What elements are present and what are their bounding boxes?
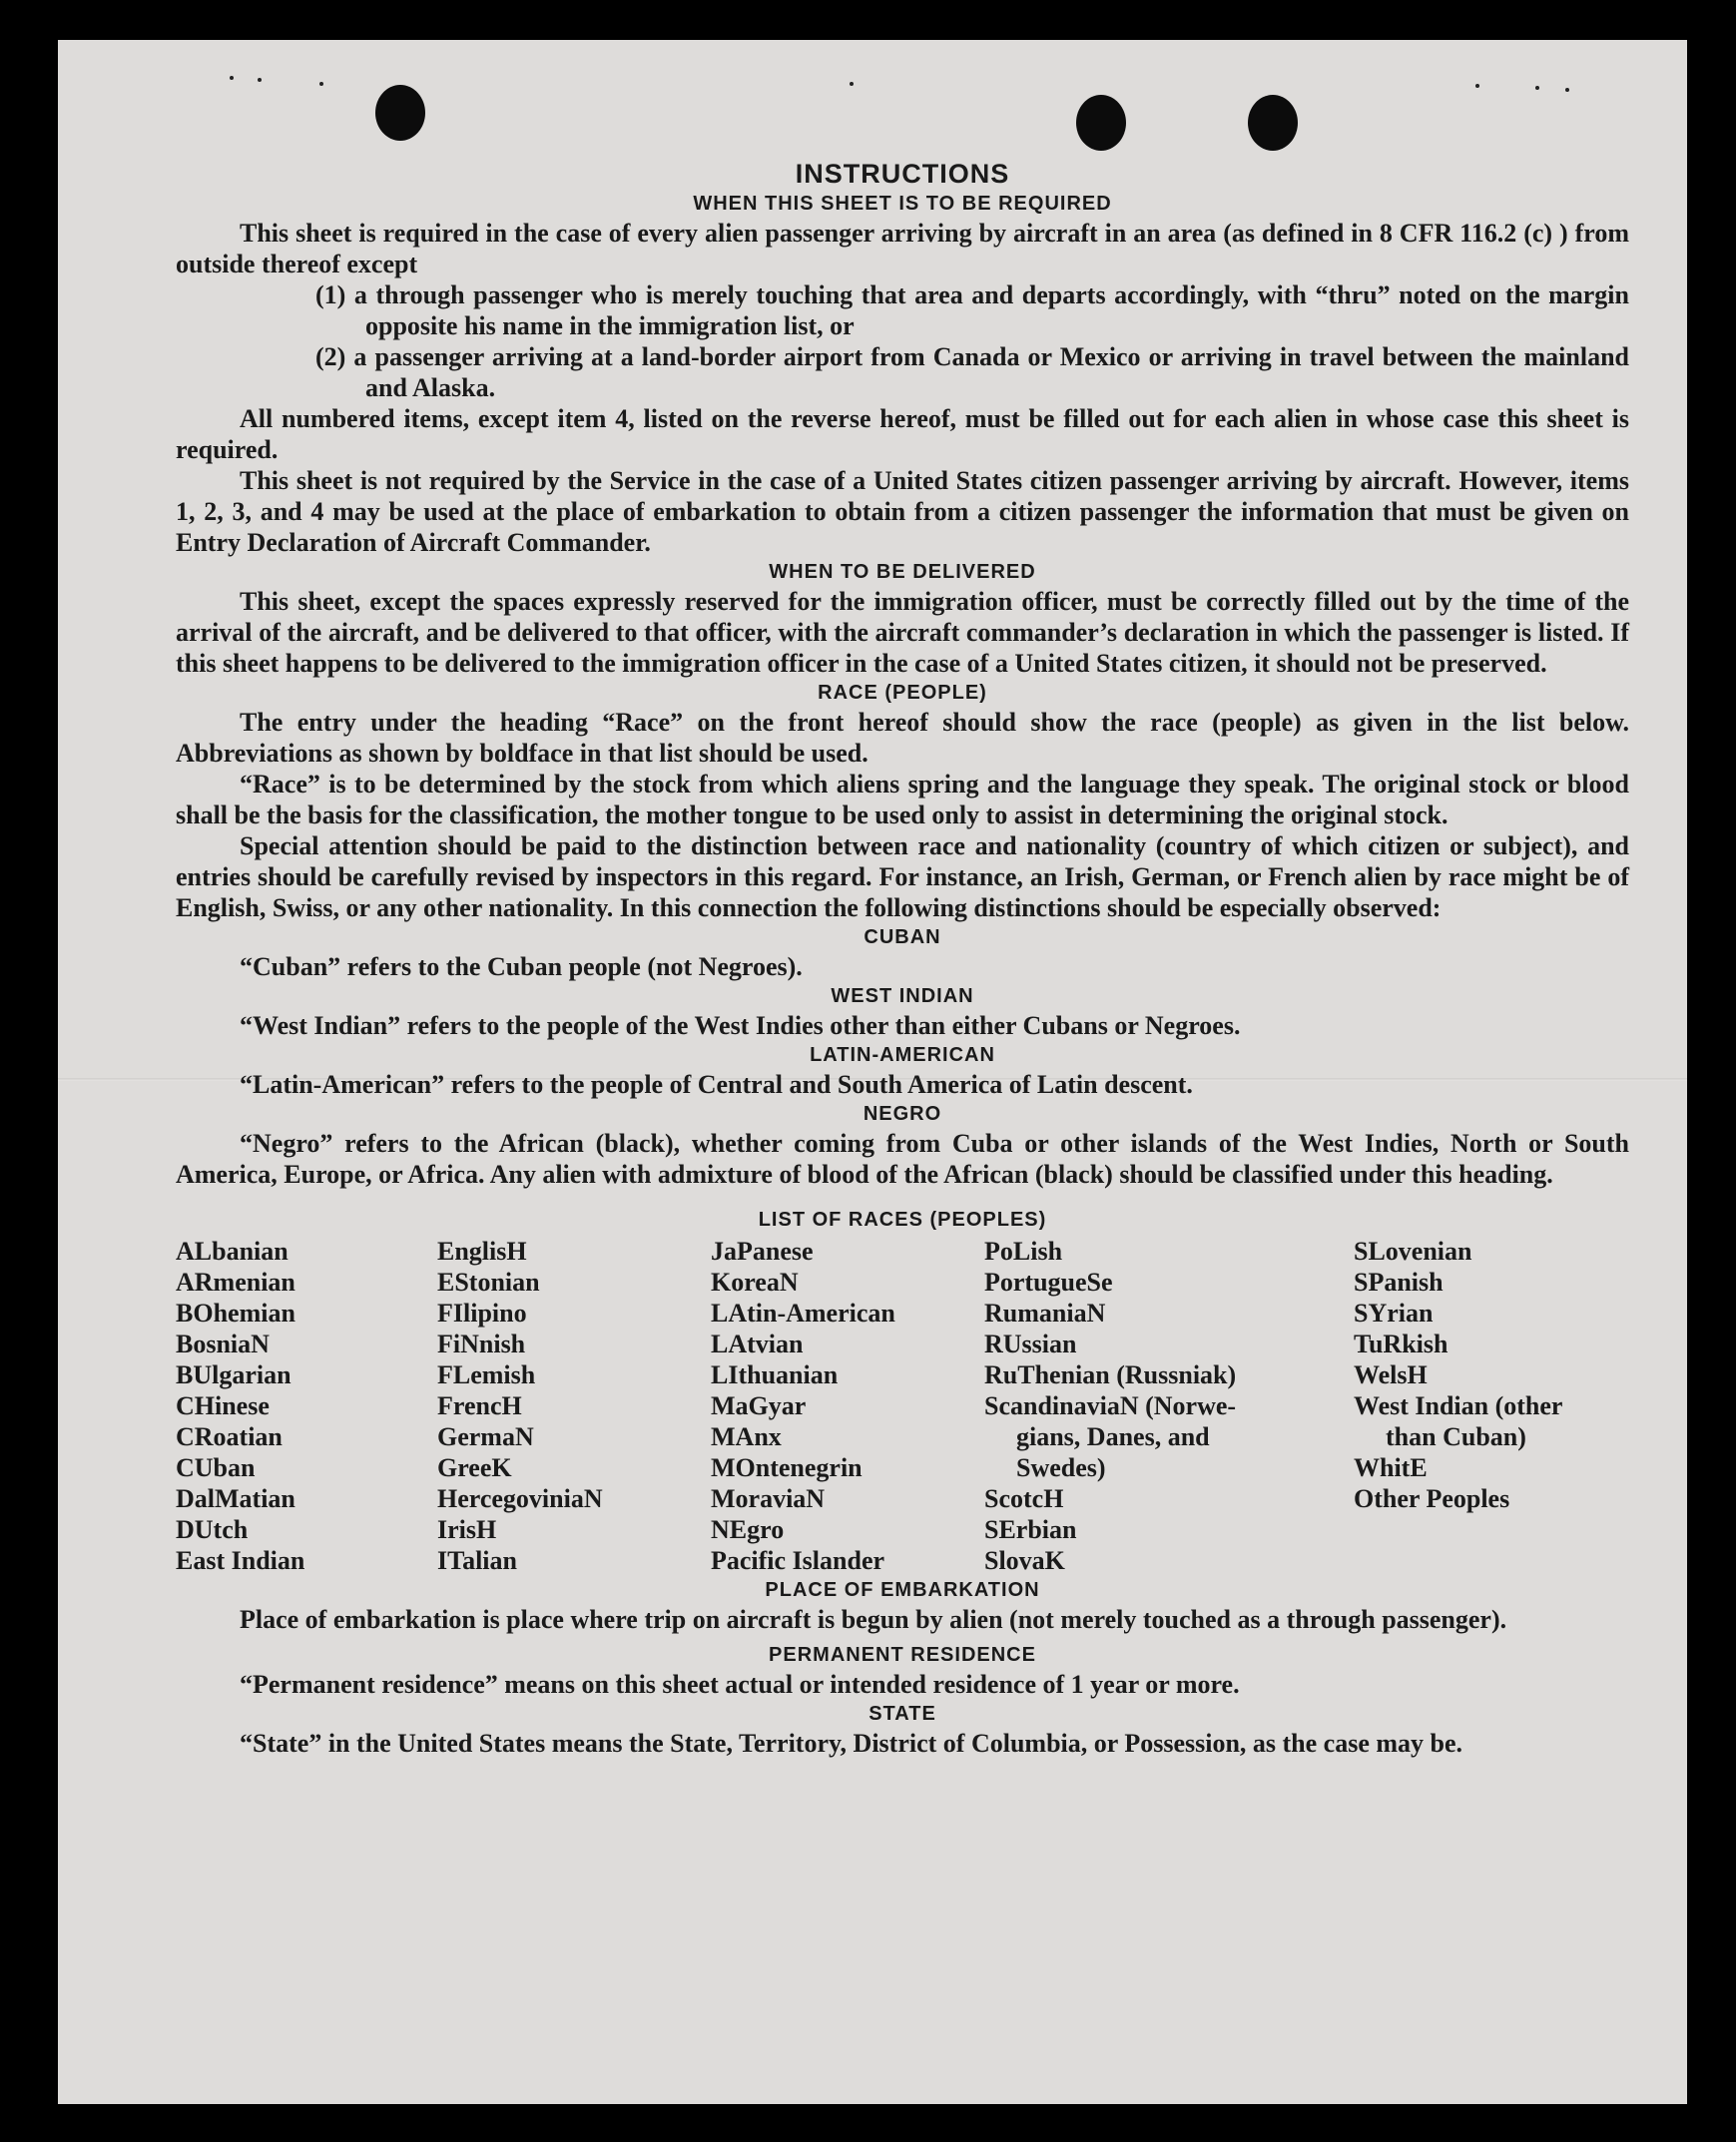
race-entry: EStonian: [437, 1268, 540, 1297]
instructions-content: [176, 114, 1629, 1759]
paragraph: Place of embarkation is place where trip on aircraft is begun by alien (not merely touched as a through passenger).: [240, 1605, 1507, 1634]
race-entry: BosniaN: [176, 1330, 270, 1358]
speck: [1475, 84, 1479, 88]
paragraph: All numbered items, except item 4, listed on the reverse hereof, must be filled out for each alien in whose case this sheet is required.: [176, 404, 1629, 464]
race-entry: RUssian: [984, 1330, 1077, 1358]
race-entry: PortugueSe: [984, 1268, 1113, 1297]
race-entry: BUlgarian: [176, 1360, 291, 1389]
paragraph: This sheet is required in the case of every alien passenger arriving by aircraft in an area (as defined in 8 CFR 116.2 (c) ) from outside thereof except: [176, 219, 1629, 278]
paragraph: “Permanent residence” means on this sheet actual or intended residence of 1 year or more.: [240, 1670, 1240, 1699]
paragraph: “Latin-American” refers to the people of Central and South America of Latin descent.: [240, 1070, 1193, 1099]
race-entry: NEgro: [711, 1515, 785, 1544]
race-entry: DUtch: [176, 1515, 249, 1544]
speck: [319, 82, 323, 86]
speck: [1565, 88, 1569, 92]
race-entry: CUban: [176, 1453, 256, 1482]
race-entry: LAtin-American: [711, 1299, 895, 1328]
race-entry: SLovenian: [1354, 1237, 1472, 1266]
race-entry: EnglisH: [437, 1237, 527, 1266]
section-heading: PERMANENT RESIDENCE: [769, 1644, 1036, 1666]
section-heading: WHEN THIS SHEET IS TO BE REQUIRED: [693, 193, 1112, 215]
race-entry: DalMatian: [176, 1484, 295, 1513]
section-heading: PLACE OF EMBARKATION: [765, 1579, 1040, 1601]
race-entry: ALbanian: [176, 1237, 289, 1266]
section-heading: LATIN-AMERICAN: [810, 1044, 995, 1066]
race-entry: IrisH: [437, 1515, 497, 1544]
race-entry: HercegoviniaN: [437, 1484, 603, 1513]
paragraph: “State” in the United States means the State, Territory, District of Columbia, or Possession, as the case may be.: [240, 1729, 1463, 1758]
race-entry: MAnx: [711, 1422, 782, 1451]
section-heading: NEGRO: [863, 1103, 942, 1125]
paragraph: The entry under the heading “Race” on the front hereof should show the race (people) as given in the list below. Abbreviations as shown by boldface in that list should be used.: [176, 708, 1629, 768]
section-heading: RACE (PEOPLE): [818, 682, 987, 704]
race-entry: Other Peoples: [1354, 1484, 1510, 1513]
list-item: (2) a passenger arriving at a land-border airport from Canada or Mexico or arriving in travel between the mainland and Alaska.: [315, 342, 1629, 402]
race-entry: RuThenian (Russniak): [984, 1360, 1237, 1389]
paragraph: “Race” is to be determined by the stock from which aliens spring and the language they speak. The original stock or blood shall be the basis for the classification, the mother tongue to be used only to assist in determining the original stock.: [176, 770, 1629, 829]
race-list: [176, 1236, 1629, 1576]
section-heading: LIST OF RACES (PEOPLES): [758, 1209, 1047, 1231]
speck: [1535, 86, 1539, 90]
race-entry: WhitE: [1354, 1453, 1428, 1482]
paragraph: This sheet is not required by the Service in the case of a United States citizen passenger arriving by aircraft. However, items 1, 2, 3, and 4 may be used at the place of embarkation to obtain from a citizen passenger the information that must be given on Entry Declaration of Aircraft Commander.: [176, 466, 1629, 557]
race-entry: MaGyar: [711, 1391, 807, 1420]
paragraph: “Negro” refers to the African (black), whether coming from Cuba or other islands of the West Indies, North or South America, Europe, or Africa. Any alien with admixture of blood of the African (black) should be classified under this heading.: [176, 1129, 1629, 1189]
race-entry: East Indian: [176, 1546, 305, 1575]
race-entry: RumaniaN: [984, 1299, 1106, 1328]
race-entry: TuRkish: [1354, 1330, 1448, 1358]
speck: [230, 76, 234, 80]
race-entry: FrencH: [437, 1391, 522, 1420]
race-entry: FIlipino: [437, 1299, 527, 1328]
race-column: [711, 1236, 984, 1576]
race-entry: ScandinaviaN (Norwe-: [984, 1391, 1237, 1420]
race-entry: CHinese: [176, 1391, 270, 1420]
race-entry: PoLish: [984, 1237, 1063, 1266]
race-entry: SYrian: [1354, 1299, 1434, 1328]
page-title: INSTRUCTIONS: [795, 159, 1010, 189]
race-entry: GreeK: [437, 1453, 512, 1482]
race-entry: JaPanese: [711, 1237, 814, 1266]
speck: [850, 82, 854, 86]
speck: [258, 78, 262, 82]
race-entry: MoraviaN: [711, 1484, 826, 1513]
race-entry: West Indian (other: [1354, 1391, 1563, 1420]
race-entry: FiNnish: [437, 1330, 526, 1358]
race-entry: ScotcH: [984, 1484, 1064, 1513]
race-entry: than Cuban): [1386, 1422, 1526, 1451]
race-column: [437, 1236, 711, 1576]
document-sheet: [58, 40, 1687, 2104]
race-entry: GermaN: [437, 1422, 534, 1451]
race-entry: gians, Danes, and: [1016, 1422, 1210, 1451]
race-entry: CRoatian: [176, 1422, 283, 1451]
section-heading: WHEN TO BE DELIVERED: [769, 561, 1036, 583]
race-entry: LIthuanian: [711, 1360, 839, 1389]
section-heading: WEST INDIAN: [831, 985, 974, 1007]
race-entry: KoreaN: [711, 1268, 799, 1297]
race-entry: ARmenian: [176, 1268, 295, 1297]
race-column: [984, 1236, 1354, 1576]
race-entry: SlovaK: [984, 1546, 1065, 1575]
section-heading: CUBAN: [864, 926, 941, 948]
list-item: (1) a through passenger who is merely touching that area and departs accordingly, with “thru” noted on the margin opposite his name in the immigration list, or: [315, 280, 1629, 340]
paragraph: Special attention should be paid to the distinction between race and nationality (country of which citizen or subject), and entries should be carefully revised by inspectors in this regard. For instance, an Irish, German, or French alien by race might be of English, Swiss, or any other nationality. In this connection the following distinctions should be especially observed:: [176, 831, 1629, 922]
paragraph: “West Indian” refers to the people of the West Indies other than either Cubans or Negroes.: [240, 1011, 1241, 1040]
race-entry: BOhemian: [176, 1299, 295, 1328]
race-entry: Swedes): [1016, 1453, 1106, 1482]
race-entry: FLemish: [437, 1360, 536, 1389]
section-heading: STATE: [868, 1703, 936, 1725]
race-column: [176, 1236, 437, 1576]
race-entry: WelsH: [1354, 1360, 1428, 1389]
paragraph: This sheet, except the spaces expressly reserved for the immigration officer, must be correctly filled out by the time of the arrival of the aircraft, and be delivered to that officer, with the aircraft commander’s declaration in which the passenger is listed. If this sheet happens to be delivered to the immigration officer in the case of a United States citizen, it should not be preserved.: [176, 587, 1629, 678]
paragraph: “Cuban” refers to the Cuban people (not Negroes).: [240, 952, 803, 981]
race-entry: MOntenegrin: [711, 1453, 863, 1482]
race-entry: LAtvian: [711, 1330, 804, 1358]
race-entry: SErbian: [984, 1515, 1077, 1544]
race-entry: ITalian: [437, 1546, 517, 1575]
race-entry: Pacific Islander: [711, 1546, 885, 1575]
race-column: [1354, 1236, 1629, 1576]
race-entry: SPanish: [1354, 1268, 1444, 1297]
